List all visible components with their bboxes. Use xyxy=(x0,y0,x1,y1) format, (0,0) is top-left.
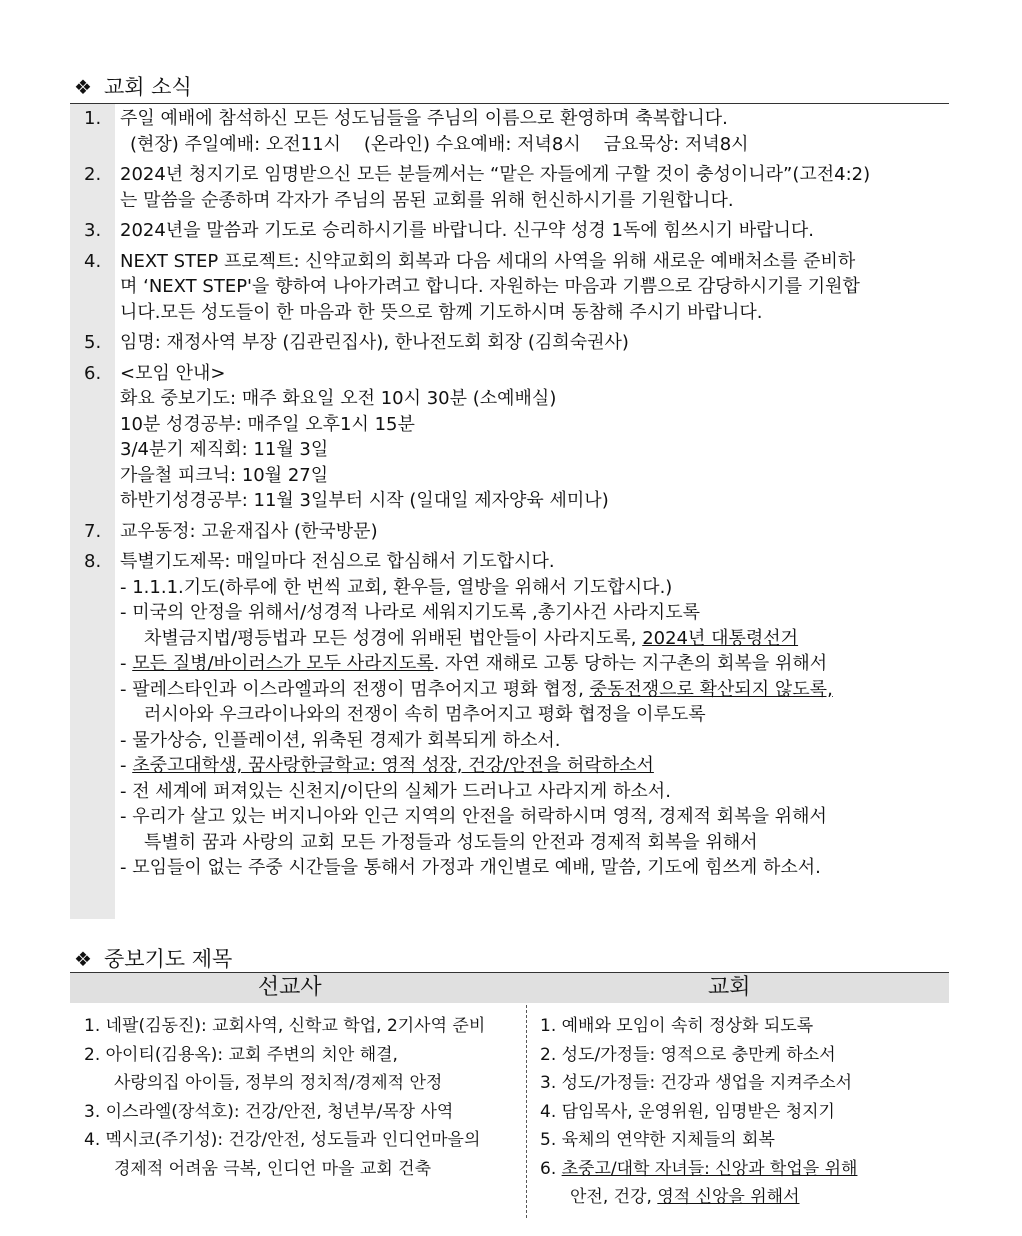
prayer-bullet: - 우리가 살고 있는 버지니아와 인근 지역의 안전을 허락하시며 영적, 경제적 회복을 위해서 xyxy=(120,806,827,827)
item-line: 2024년을 말씀과 기도로 승리하시기를 바랍니다. 신구약 성경 1독에 힘쓰시기 바랍니다. xyxy=(120,220,814,241)
prayer-bullet xyxy=(120,753,948,779)
item-number: 1. xyxy=(84,108,102,129)
news-item-1 xyxy=(70,106,950,157)
item-line: 며 ‘NEXT STEP'을 향하여 나아가려고 합니다. 자원하는 마음과 기쁨으로 감당하시기를 기원합 xyxy=(120,276,860,297)
missionary-list xyxy=(84,1012,524,1183)
news-item-3 xyxy=(70,218,950,244)
item-number: 4. xyxy=(84,250,102,272)
prayer-bullet: - 미국의 안정을 위해서/성경적 나라로 세워지기도록 ,총기사건 사라지도록 xyxy=(120,602,700,623)
news-list xyxy=(70,106,950,886)
item-line: 화요 중보기도: 매주 화요일 오전 10시 30분 (소예배실) xyxy=(120,388,557,409)
item-line: (현장) 주일예배: 오전11시 (온라인) 수요예배: 저녁8시 금요묵상: 저녁8시 xyxy=(130,133,749,155)
prayer-text: 차별금지법/평등법과 모든 성경에 위배된 법안들이 사라지도록, xyxy=(144,627,643,649)
news-item-8 xyxy=(70,549,950,881)
item-line: 주일 예배에 참석하신 모든 성도님들을 주님의 이름으로 환영하며 축복합니다. xyxy=(120,108,728,129)
prayer-text: . 자연 재해로 고통 당하는 지구촌의 회복을 위해서 xyxy=(433,653,828,674)
item-line: 니다.모든 성도들이 한 마음과 한 뜻으로 함께 기도하시며 동참해 주시기 바랍니다. xyxy=(120,301,763,323)
item-line: 하반기성경공부: 11월 3일부터 시작 (일대일 제자양육 세미나) xyxy=(120,490,609,511)
item-number: 5. xyxy=(84,332,102,353)
church-item-cont xyxy=(540,1183,950,1212)
news-item-6 xyxy=(70,361,950,514)
prayer-bullet xyxy=(120,677,948,703)
prayer-bullet-cont: 특별히 꿈과 사랑의 교회 모든 가정들과 성도들의 안전과 경제적 회복을 위해서 xyxy=(144,831,758,853)
prayer-bullet-cont: 러시아와 우크라이나와의 전쟁이 속히 멈추어지고 평화 협정을 이루도록 xyxy=(144,704,706,725)
prayer-section-title xyxy=(74,946,232,972)
column-divider xyxy=(526,1005,527,1218)
item-line: 가을철 피크닉: 10월 27일 xyxy=(120,464,329,486)
prayer-bullet: - 물가상승, 인플레이션, 위축된 경제가 회복되게 하소서. xyxy=(120,729,561,751)
prayer-dash: - xyxy=(120,755,133,776)
church-item-text: 안전, 건강, xyxy=(570,1187,658,1207)
prayer-bullet: - 전 세계에 퍼져있는 신천지/이단의 실체가 드러나고 사라지게 하소서. xyxy=(120,780,671,802)
item-number: 6. xyxy=(84,362,102,384)
prayer-bullet-cont xyxy=(120,626,948,652)
missionary-item: 2. 아이티(김용옥): 교회 주변의 치안 해결, xyxy=(84,1044,398,1065)
prayer-bullet xyxy=(120,651,948,677)
missionary-column-header: 선교사 xyxy=(257,975,322,1000)
church-item: 2. 성도/가정들: 영적으로 충만케 하소서 xyxy=(540,1044,836,1065)
missionary-item: 4. 멕시코(주기성): 건강/안전, 성도들과 인디언마을의 xyxy=(84,1130,481,1150)
news-section-title-text: 교회 소식 xyxy=(103,75,192,99)
diamond-bullet-icon: ❖ xyxy=(74,947,92,971)
prayer-text-underlined: 초중고대학생, 꿈사랑한글학교: 영적 성장, 건강/안전을 허락하소서 xyxy=(132,755,654,776)
news-section-title xyxy=(74,74,192,100)
item-line: 임명: 재정사역 부장 (김관린집사), 한나전도회 회장 (김희숙권사) xyxy=(120,332,629,353)
news-item-4 xyxy=(70,249,950,326)
item-line: 10분 성경공부: 매주일 오후1시 15분 xyxy=(120,413,415,435)
church-item: 3. 성도/가정들: 건강과 생업을 지켜주소서 xyxy=(540,1073,853,1093)
prayer-bullet: - 모임들이 없는 주중 시간들을 통해서 가정과 개인별로 예배, 말씀, 기도에 힘쓰게 하소서. xyxy=(120,857,821,878)
item-line: NEXT STEP 프로젝트: 신약교회의 회복과 다음 세대의 사역을 위해 새로운 예배처소를 준비하 xyxy=(120,250,856,272)
missionary-item: 3. 이스라엘(장석호): 건강/안전, 청년부/목장 사역 xyxy=(84,1101,454,1122)
item-line: 교우동정: 고윤재집사 (한국방문) xyxy=(120,520,378,542)
church-item: 5. 육체의 연약한 지체들의 회복 xyxy=(540,1130,775,1150)
prayer-text-underlined: 2024년 대통령선거 xyxy=(642,627,799,649)
item-line: 2024년 청지기로 임명받으신 모든 분들께서는 “맡은 자들에게 구할 것이 충성이니라”(고전4:2) xyxy=(120,164,871,185)
item-number: 3. xyxy=(84,220,102,241)
church-item: 1. 예배와 모임이 속히 정상화 되도록 xyxy=(540,1016,814,1036)
news-item-2 xyxy=(70,162,950,213)
prayer-text-underlined: 중동전쟁으로 확산되지 않도록, xyxy=(589,678,833,700)
item-line: 는 말씀을 순종하며 각자가 주님의 몸된 교회를 위해 헌신하시기를 기원합니다. xyxy=(120,189,734,211)
item-line: <모임 안내> xyxy=(120,362,226,384)
missionary-item-cont: 사랑의집 아이들, 정부의 정치적/경제적 안정 xyxy=(114,1073,443,1093)
news-item-5 xyxy=(70,330,950,356)
church-item-underlined: 초중고/대학 자녀들: 신앙과 학업을 위해 xyxy=(561,1158,858,1179)
prayer-table-header xyxy=(70,973,949,1003)
church-column-header: 교회 xyxy=(707,975,751,1000)
news-item-7 xyxy=(70,519,950,545)
item-line: 3/4분기 제직회: 11월 3일 xyxy=(120,439,329,460)
prayer-section-title-text: 중보기도 제목 xyxy=(103,947,233,971)
item-number: 7. xyxy=(84,520,102,542)
prayer-text-underlined: 모든 질병/바이러스가 모두 사라지도록 xyxy=(132,653,434,674)
church-item: 4. 담임목사, 운영위원, 임명받은 청지기 xyxy=(540,1101,835,1122)
church-item xyxy=(540,1155,950,1184)
news-section-rule xyxy=(70,103,949,104)
item8-intro: 특별기도제목: 매일마다 전심으로 합심해서 기도합시다. xyxy=(120,551,555,572)
church-item-number: 6. xyxy=(540,1158,562,1179)
diamond-bullet-icon: ❖ xyxy=(74,75,92,99)
church-item-underlined: 영적 신앙을 위해서 xyxy=(657,1187,800,1207)
church-prayer-list xyxy=(540,1012,950,1212)
item-number: 8. xyxy=(84,551,102,572)
item-number: 2. xyxy=(84,164,102,185)
missionary-item-cont: 경제적 어려움 극복, 인디언 마을 교회 건축 xyxy=(114,1158,432,1179)
prayer-text: - 팔레스타인과 이스라엘과의 전쟁이 멈추어지고 평화 협정, xyxy=(120,678,590,700)
missionary-item: 1. 네팔(김동진): 교회사역, 신학교 학업, 2기사역 준비 xyxy=(84,1016,486,1036)
prayer-dash: - xyxy=(120,653,133,674)
prayer-bullet: - 1.1.1.기도(하루에 한 번씩 교회, 환우들, 열방을 위해서 기도합시다.) xyxy=(120,576,673,598)
